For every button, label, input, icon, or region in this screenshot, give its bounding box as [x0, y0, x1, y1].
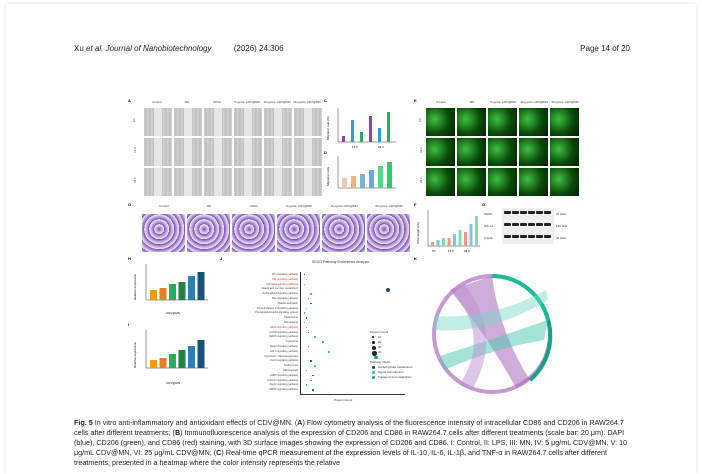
kegg-pathway-label: TGF-beta signaling pathway	[265, 282, 298, 286]
panel-a-group-label: MN	[184, 100, 190, 104]
blot-band	[504, 211, 511, 214]
iBars-bar	[169, 354, 176, 368]
chart-d-ylabel: Migration cells	[326, 166, 330, 186]
dBars-bar	[351, 176, 356, 188]
hBars-bar	[160, 288, 167, 300]
cBars-bar	[387, 112, 390, 142]
blot-size-label: 120 kDa	[556, 224, 568, 228]
kegg-pathway-label: TNF signaling pathway	[271, 277, 298, 281]
panel-label-c: C	[324, 98, 327, 103]
panel-g-group-label: 5 μg/mL CDV@MN	[286, 204, 312, 208]
panel-e-time-label: 6 h	[418, 117, 423, 123]
panel-g-group-label: MN	[206, 204, 212, 208]
blot-protein-label: VEGF	[484, 212, 493, 216]
panel-a-time-label: 0 h	[132, 117, 137, 123]
chart-i	[132, 326, 212, 388]
wound-image	[264, 138, 292, 166]
chart-c-tick-12h: 12 h	[352, 145, 358, 149]
iBars-bar	[160, 358, 167, 368]
panel-label-e: E	[414, 98, 417, 103]
dBars-bar	[387, 162, 392, 188]
panel-g-group-label: CDVs	[250, 204, 258, 208]
kegg-pathway-label: Platelet activation	[277, 301, 298, 305]
chart-f-tick-12h: 12 h	[448, 249, 454, 253]
running-header: Xu et al. Journal of Nanobiotechnology (2026) 24:306	[74, 44, 284, 53]
kegg-class-dot	[372, 366, 375, 369]
blot-band	[512, 223, 519, 226]
hBars-bar	[188, 276, 195, 300]
blot-band	[528, 235, 535, 238]
wound-image	[144, 108, 172, 136]
panel-e-group-label: 25 μg/mL CDV@MN	[551, 100, 579, 104]
chart-h-xlabel: CDV@MN	[166, 311, 181, 315]
panel-e-time-label: 24 h	[418, 177, 423, 183]
kegg-legend-dot	[372, 341, 375, 344]
chart-c-tick-24h: 24 h	[378, 145, 384, 149]
fluorescence-image	[519, 108, 548, 136]
transwell-image	[187, 214, 230, 252]
fluorescence-image	[488, 108, 517, 136]
chart-d	[326, 154, 398, 198]
wound-image	[234, 108, 262, 136]
dBars-bar	[342, 178, 347, 188]
panel-a-group-label: 5 μg/mL CDV@MN	[234, 100, 260, 104]
fBars-bar	[464, 232, 467, 246]
figure-5	[128, 96, 578, 408]
kegg-pathway-label: Peroxisome	[284, 321, 298, 324]
kegg-dot	[310, 360, 312, 362]
kegg-pathway-label: mTOR signaling pathway	[269, 330, 298, 334]
kegg-class-label: Carbohydrate metabolism	[378, 365, 413, 369]
iBars-bar	[198, 340, 205, 368]
wound-image	[234, 168, 262, 196]
kegg-pathway-label: MAPK signaling pathway	[269, 335, 298, 339]
blot-band	[512, 235, 519, 238]
panel-a-time-label: 24 h	[132, 177, 137, 183]
kegg-pathway-label: cAMP signaling pathway	[269, 373, 298, 377]
kegg-title: KEGG Pathway Enrichment Analysis	[312, 260, 369, 264]
fluorescence-image	[550, 138, 579, 166]
kegg-legend-dot	[372, 346, 376, 350]
kegg-pathway-label: AMPK signaling pathway	[269, 388, 298, 392]
wound-image	[174, 138, 202, 166]
cBars-bar	[351, 120, 354, 142]
fluorescence-image	[519, 138, 548, 166]
kegg-pathway-label: Apelin signaling pathway	[269, 383, 298, 387]
panel-a-time-label: 12 h	[132, 147, 137, 153]
chart-i-xlabel: CDV@MN	[166, 381, 181, 385]
panel-e-group-label: 5 μg/mL CDV@MN	[490, 100, 516, 104]
panel-label-h: H	[128, 256, 131, 261]
blot-band	[520, 223, 527, 226]
page-number: Page 14 of 20	[580, 44, 630, 53]
kegg-legend-title: Protein Count	[370, 330, 389, 334]
panel-label-k: K	[414, 256, 417, 261]
blot-band	[528, 211, 535, 214]
wound-image	[204, 138, 232, 166]
panel-a-group-label: Control	[152, 100, 162, 104]
kegg-legend-dot	[372, 351, 377, 356]
wound-image	[174, 108, 202, 136]
panel-g-group-label: 25 μg/mL CDV@MN	[375, 204, 403, 208]
paper-page	[6, 4, 696, 474]
blot-protein-label: HIF-1α	[484, 224, 494, 228]
kegg-pathway-label: Starch and sucrose metabolism	[261, 287, 298, 291]
fBars-bar	[459, 230, 462, 246]
cBars-bar	[378, 128, 381, 142]
fluorescence-image	[550, 168, 579, 196]
wound-image	[204, 108, 232, 136]
blot-size-label: 42 kDa	[556, 236, 566, 240]
fluorescence-image	[426, 138, 455, 166]
hBars-bar	[198, 272, 205, 300]
wound-image	[294, 168, 322, 196]
kegg-pathway-label: Phagosome	[284, 316, 298, 320]
kegg-dot	[310, 380, 312, 382]
transwell-image	[142, 214, 185, 252]
dBars-bar	[360, 174, 365, 188]
kegg-pathway-label: Phospholipase D signaling pathway	[257, 306, 298, 310]
kegg-dot	[328, 351, 330, 353]
transwell-image	[367, 214, 410, 252]
blot-band	[536, 235, 543, 238]
kegg-pathway-label: Lysosome	[286, 340, 298, 344]
blot-band	[544, 235, 551, 238]
figure-caption: Fig. 5 In vitro anti-inflammatory and antioxidant effects of CDV@MN. (A) Flow cytometry analysis of the fluorescence intensity of intracellular CD86 and CD206 in RAW264.7 cells after different treatments; (B) Immunofluorescence analysis of the expression of CD206 and CD86 in RAW264.7 cells after different treatments (scale bar: 20 μm). DAPI (blue), CD206 (green), and CD86 (red) staining, with 3D surface images showing the expression of CD206 and CD86. I: Control, II: LPS, III: MN, IV: 5 μg/mL CDV@MN, V: 10 μg/mL CDV@MN, VI: 25 μg/mL CDV@MN; (C) Real-time qPCR measurement of the expression levels of IL-10, IL-6, IL-1β, and TNF-α in RAW264.7 cells after different treatments, presented in a heatmap where the color intensity represents the relative	[74, 418, 628, 467]
kegg-legend-size: 10	[378, 335, 382, 339]
panel-label-g: G	[128, 202, 132, 207]
hBars-bar	[169, 284, 176, 300]
wound-image	[264, 168, 292, 196]
chart-c-ylabel: Migration rate (%)	[326, 116, 330, 140]
kegg-pathway-label: HIF-1 signaling pathway	[270, 349, 298, 353]
blot-band	[520, 235, 527, 238]
fluorescence-image	[426, 108, 455, 136]
kegg-pathway-label: Calcium signaling pathway	[267, 378, 298, 382]
kegg-pathway-label: Wnt signaling pathway	[272, 273, 298, 276]
panel-e-time-label: 12 h	[418, 147, 423, 153]
kegg-legend-dot	[372, 336, 374, 338]
kegg-class-dot	[372, 376, 375, 379]
blot-band	[504, 235, 511, 238]
kegg-pathway-label: Glycolysis / Gluconeogenesis	[264, 354, 298, 358]
fluorescence-image	[488, 168, 517, 196]
blot-band	[512, 211, 519, 214]
fluorescence-image	[519, 168, 548, 196]
iBars-bar	[150, 360, 157, 368]
blot-band	[528, 223, 535, 226]
panel-label-f: F	[414, 202, 417, 207]
wound-image	[174, 168, 202, 196]
panel-label-g2: G	[482, 202, 486, 207]
transwell-image	[277, 214, 320, 252]
fluorescence-image	[457, 168, 486, 196]
fBars-bar	[431, 242, 434, 246]
hBars-bar	[150, 290, 157, 300]
panel-e-group-label: MN	[469, 100, 475, 104]
cBars-bar	[342, 136, 345, 142]
kegg-legend-size: 30	[378, 345, 382, 349]
kegg-dot	[314, 336, 316, 338]
chart-f	[416, 206, 482, 258]
wound-image	[144, 138, 172, 166]
kegg-class-dot	[372, 371, 375, 374]
wound-image	[204, 168, 232, 196]
panel-a-group-label: CDVs	[213, 100, 221, 104]
chart-i-ylabel: Relative expression	[133, 341, 137, 368]
panel-label-j: J	[220, 256, 223, 261]
kegg-pathway-label: Sphingolipid signaling pathway	[262, 292, 298, 296]
kegg-class-label: Transport and catabolism	[378, 375, 412, 379]
transwell-image	[232, 214, 275, 252]
kegg-dot	[374, 356, 378, 360]
blot-size-label: 27 kDa	[556, 212, 566, 216]
hBars-bar	[179, 282, 186, 300]
fBars-bar	[475, 216, 478, 246]
kegg-dot	[312, 389, 314, 391]
kegg-pathway-label: FoxO signaling pathway	[270, 359, 298, 363]
panel-a-group-label: 25 μg/mL CDV@MN	[293, 100, 321, 104]
blot-band	[544, 211, 551, 214]
chart-h-ylabel: Relative expression	[133, 273, 137, 300]
kegg-legend-size: 20	[378, 340, 382, 344]
fluorescence-image	[457, 108, 486, 136]
dBars-bar	[378, 166, 383, 188]
fluorescence-image	[457, 138, 486, 166]
kegg-pathway-label: Hippo signaling pathway	[269, 345, 298, 348]
wound-image	[144, 168, 172, 196]
chart-f-tick-6h: 6 h	[432, 249, 437, 253]
fluorescence-image	[488, 138, 517, 166]
kegg-dot	[310, 293, 312, 295]
kegg-xlabel: Protein Count	[334, 398, 353, 402]
panel-label-d: D	[324, 150, 327, 155]
transwell-image	[322, 214, 365, 252]
blot-band	[544, 223, 551, 226]
fBars-bar	[448, 238, 451, 246]
blot-protein-label: β-actin	[484, 236, 494, 240]
fBars-bar	[437, 240, 440, 246]
panel-label-i: I	[128, 322, 130, 327]
dBars-bar	[369, 170, 374, 188]
chart-f-tick-24h: 24 h	[464, 249, 470, 253]
chart-c	[326, 104, 398, 154]
blot-band	[536, 223, 543, 226]
panel-a-group-label: 10 μg/mL CDV@MN	[263, 100, 291, 104]
wound-image	[234, 138, 262, 166]
wound-image	[294, 138, 322, 166]
fBars-bar	[453, 234, 456, 246]
cBars-bar	[360, 132, 363, 142]
panel-g-group-label: 10 μg/mL CDV@MN	[330, 204, 358, 208]
fluorescence-image	[426, 168, 455, 196]
kegg-legend-size: 40	[378, 350, 382, 354]
chart-f-ylabel: Total length (cm)	[416, 221, 420, 244]
fluorescence-image	[550, 108, 579, 136]
iBars-bar	[179, 350, 186, 368]
iBars-bar	[188, 346, 195, 368]
kegg-dot	[314, 365, 316, 367]
fBars-bar	[470, 224, 473, 246]
cBars-bar	[369, 116, 372, 142]
kegg-pathway-label: Endocytosis	[284, 364, 298, 368]
kegg-pathway-label: Notch signaling pathway	[269, 325, 298, 329]
chart-h	[132, 260, 212, 316]
chord-diagram	[420, 260, 580, 408]
kegg-pathway-label: Ras signaling pathway	[272, 297, 298, 300]
blot-band	[536, 211, 543, 214]
kegg-class-title: Pathway Class	[370, 360, 390, 364]
panel-g-group-label: Control	[159, 204, 169, 208]
blot-band	[504, 223, 511, 226]
kegg-pathway-label: Phosphatidylinositol signaling system	[255, 311, 298, 315]
kegg-pathway-label: Efferocytosis	[283, 369, 298, 372]
wound-image	[294, 108, 322, 136]
kegg-class-label: Signal transduction	[378, 370, 404, 374]
panel-e-group-label: Control	[436, 100, 446, 104]
fBars-bar	[442, 238, 445, 246]
wound-image	[264, 108, 292, 136]
panel-label-a: A	[128, 98, 131, 103]
panel-e-group-label: 10 μg/mL CDV@MN	[520, 100, 548, 104]
blot-band	[520, 211, 527, 214]
